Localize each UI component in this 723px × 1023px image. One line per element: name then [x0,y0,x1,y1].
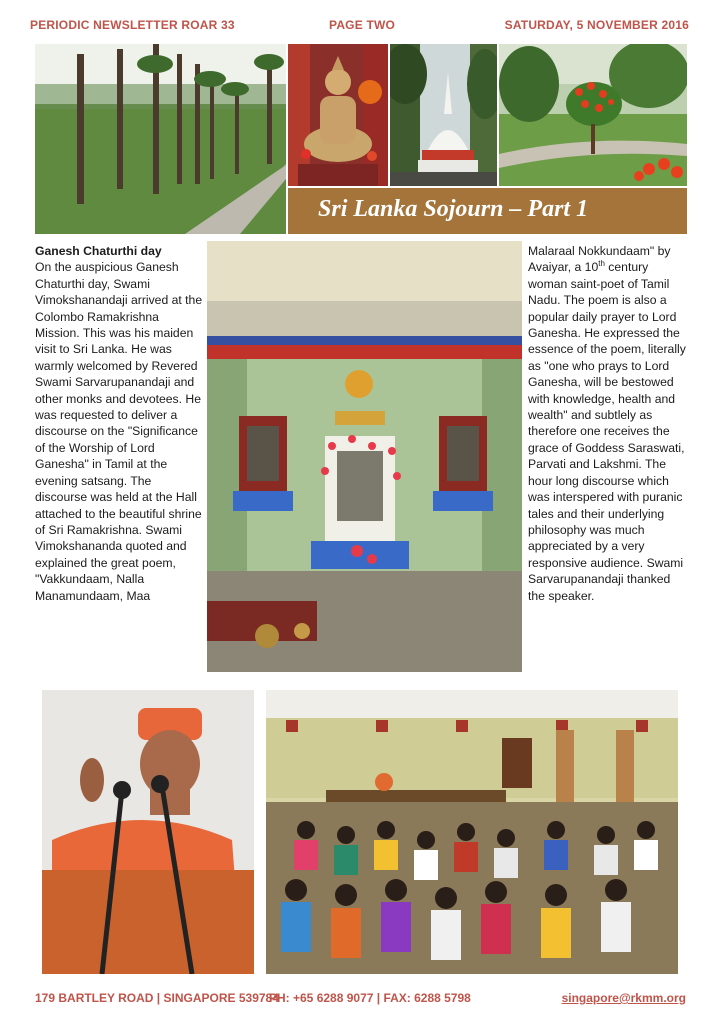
shrine-photo [207,241,522,672]
palm-avenue-photo [35,44,286,234]
article-right-column [528,243,690,604]
garden-photo [499,44,687,186]
stupa-photo [390,44,497,186]
footer-address: 179 BARTLEY ROAD | SINGAPORE 539784 [35,991,279,1005]
header-date: SATURDAY, 5 NOVEMBER 2016 [504,18,689,32]
article-heading: Ganesh Chaturthi day [35,244,162,258]
article-right-pre: Malaraal Nokkundaam" by Avaiyar, a 10 [528,244,671,275]
footer-phone-fax: PH: +65 6288 9077 | FAX: 6288 5798 [269,991,471,1005]
article-right-post: century woman saint-poet of Tamil Nadu. The poem is also a popular daily prayer to Lord Ganesha. He expressed the essence of the poem, literally as "one who prays to Lord Ganesha, will be bestowed with knowledge, health and wealth" and subtlely as therefore one receives the grace of Goddess Saraswati, Parvati and Lakshmi. The hour long discourse which was interspered with puranic tales and their underlying philosophy was much appreciated by a very responsive audience. Swami Sarvarupanandaji thanked the speaker. [528,260,686,603]
article-left-column [35,243,203,604]
audience-hall-photo [266,690,678,974]
title-band [288,188,687,234]
swami-speaking-photo [42,690,254,974]
article-title: Sri Lanka Sojourn – Part 1 [318,196,589,222]
superscript-th: th [598,259,605,269]
footer-email-link[interactable]: singapore@rkmm.org [561,991,686,1005]
article-left-text: On the auspicious Ganesh Chaturthi day, Swami Vimokshanandaji arrived at the Colombo Ramakrishna Mission. This was his maiden visit to Sri Lanka. He was warmly welcomed by Revered Swami Sarvarupanandaji and other monks and devotees. He was requested to deliver a discourse on the "Significance of the Worship of Lord Ganesha" in Tamil at the evening satsang. The discourse was held at the Hall attached to the beautiful shrine of Sri Ramakrishna. Swami Vimokshananda quoted and explained the great poem, "Vakkundaam, Nalla Manamundaam, Maa [35,260,203,603]
buddha-statue-photo [288,44,388,186]
article-right-text [528,243,690,604]
header-newsletter-name: PERIODIC NEWSLETTER ROAR 33 [30,18,235,32]
header-page-label: PAGE TWO [329,18,396,32]
